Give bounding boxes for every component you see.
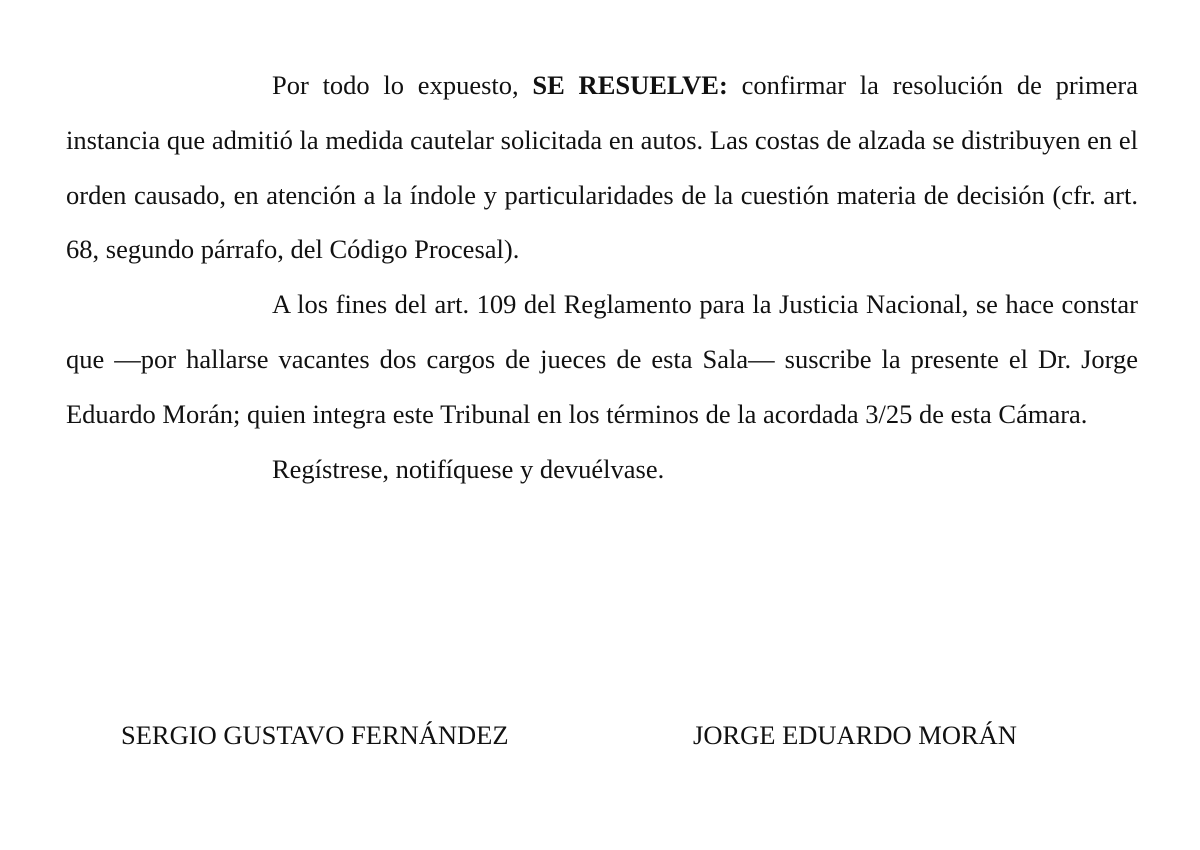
signature-block: [0, 712, 1200, 762]
integration-paragraph: A los fines del art. 109 del Reglamento para la Justicia Nacional, se hace constar que —por hallarse vacantes dos cargos de jueces de esta Sala— suscribe la presente el Dr. Jorge Eduardo Morán; quien integra este Tribunal en los términos de la acordada 3/25 de esta Cámara.: [66, 289, 1138, 429]
document-body: [66, 58, 1138, 496]
closing-paragraph: Regístrese, notifíquese y devuélvase.: [272, 453, 665, 484]
resolution-keyword: SE RESUELVE:: [532, 70, 728, 100]
signature-judge-fernandez: SERGIO GUSTAVO FERNÁNDEZ: [121, 720, 509, 750]
resolution-lead: Por todo lo expuesto,: [272, 70, 533, 100]
resolution-paragraph: [66, 58, 1138, 277]
resolution-text: confirmar la resolución de primera instancia que admitió la medida cautelar solicitada en autos. Las costas de alzada se distribuyen en el orden causado, en atención a la índole y particularidades de la cuestión materia de decisión (cfr. art. 68, segundo párrafo, del Código Procesal).: [66, 70, 1138, 265]
signature-judge-moran: JORGE EDUARDO MORÁN: [693, 720, 1017, 750]
